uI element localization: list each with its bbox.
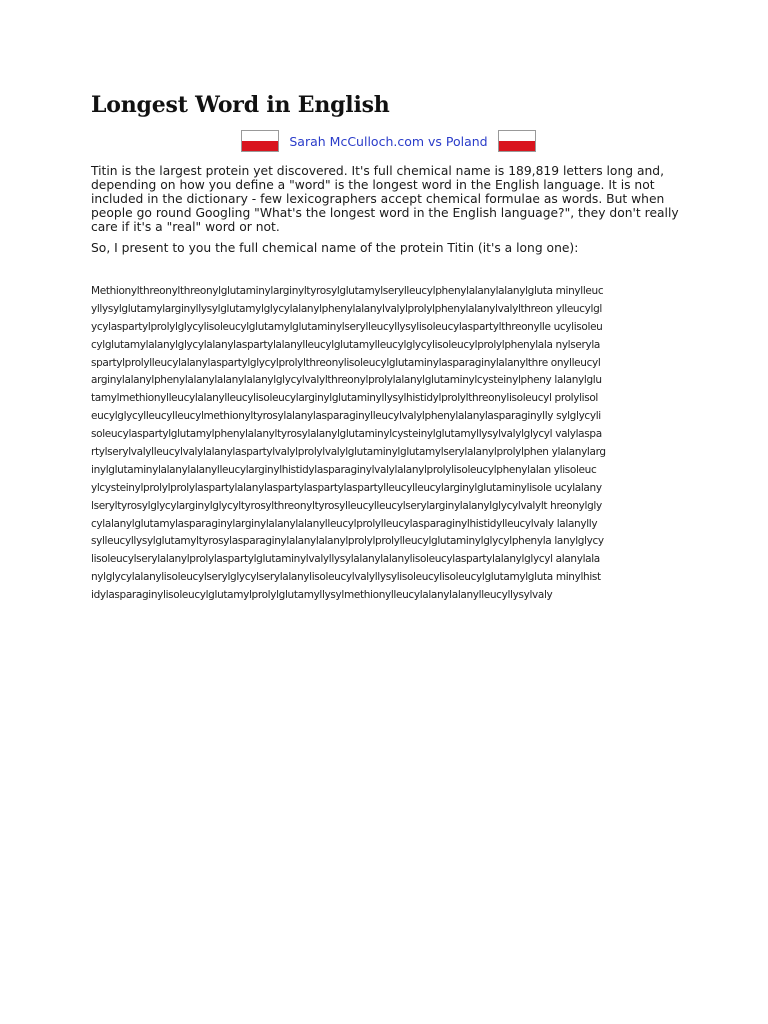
chemical-line: sylleucyllysylglutamyltyrosylasparaginylalanylalanylprolylprolylleucylglutaminylglycylphenyla lanylglycy [91,535,604,548]
poland-flag-icon [498,130,536,152]
byline-link[interactable]: Sarah McCulloch.com vs Poland [289,133,488,149]
chemical-line: inylglutaminylalanylalanylleucylarginylhistidylasparaginylvalylalanylprolylisoleucylphenylalan ylisoleuc [91,463,597,476]
intro-paragraph: Titin is the largest protein yet discovered. It's full chemical name is 189,819 letters long and, depending on how you define a "word" is the longest word in the English language. It is not included in the dictionary - few lexicographers accept chemical formulae as words. But when people go round Googling "What's the longest word in the English language?", they don't really care if it's a "real" word or not. [91,164,679,234]
chemical-line: ycylaspartylprolylglycylisoleucylglutamylglutaminylserylleucyllysylisoleucylaspartylthreonylle ucylisoleu [91,320,603,333]
chemical-line: arginylalanylphenylalanylalanylalanylglycylvalylthreonylprolylalanylglutaminylcysteinylpheny lalanylglu [91,374,602,387]
chemical-line: lisoleucylserylalanylprolylaspartylglutaminylvalyllysylalanylalanylisoleucylaspartylalanylglycyl alanylala [91,553,600,566]
present-paragraph: So, I present to you the full chemical name of the protein Titin (it's a long one): [91,241,579,255]
chemical-line: soleucylaspartylglutamylphenylalanyltyrosylalanylglutaminylcysteinylglutamyllysylvalylglycyl valylaspa [91,428,602,441]
chemical-name-text [91,285,681,602]
chemical-line: spartylprolylleucylalanylaspartylglycylprolylthreonylisoleucylglutaminylasparaginylalanylthre onylleucyl [91,356,601,369]
chemical-line: nylglycylalanylisoleucylserylglycylserylalanylisoleucylvalyllysylisoleucylisoleucylglutamylgluta minylhist [91,571,601,584]
chemical-line: Methionylthreonylthreonylglutaminylarginyltyrosylglutamylserylleucylphenylalanylalanylgluta minylleuc [91,285,604,297]
page-title: Longest Word in English [91,92,390,118]
chemical-line: ylcysteinylprolylprolylaspartylalanylaspartylaspartylaspartylleucylleucylarginylglutaminylisole ucylalany [91,481,602,494]
chemical-line: eucylglycylleucylleucylmethionyltyrosylalanylasparaginylleucylvalylphenylalanylasparaginylly sylglycyli [91,410,601,423]
chemical-line: yllysylglutamylarginyllysylglutamylglycylalanylphenylalanylvalylprolylphenylalanylvalylthreon ylleucylgl [91,302,602,315]
chemical-line: cylalanylglutamylasparaginylarginylalanylalanylleucylprolylleucylasparaginylhistidylleucylvaly lalanylly [91,517,598,530]
byline [91,130,686,152]
chemical-line: cylglutamylalanylglycylalanylaspartylalanylleucylglutamylleucylglycylisoleucylprolylphenylala nylseryla [91,338,600,351]
chemical-line: idylasparaginylisoleucylglutamylprolylglutamyllysylmethionylleucylalanylalanylleucyllysylvaly [91,589,553,602]
chemical-line: tamylmethionylleucylalanylleucylisoleucylarginylglutaminyllysylhistidylprolylthreonylisoleucyl prolylisol [91,392,598,405]
chemical-line: lseryltyrosylglycylarginylglycyltyrosylthreonyltyrosylleucylleucylserylarginylalanylglycylvalylt hreonylgly [91,499,602,512]
poland-flag-icon [241,130,279,152]
chemical-line: rtylserylvalylleucylvalylalanylaspartylvalylprolylvalylglutaminylglutamylserylalanylprolylphen ylalanylarg [91,446,606,459]
